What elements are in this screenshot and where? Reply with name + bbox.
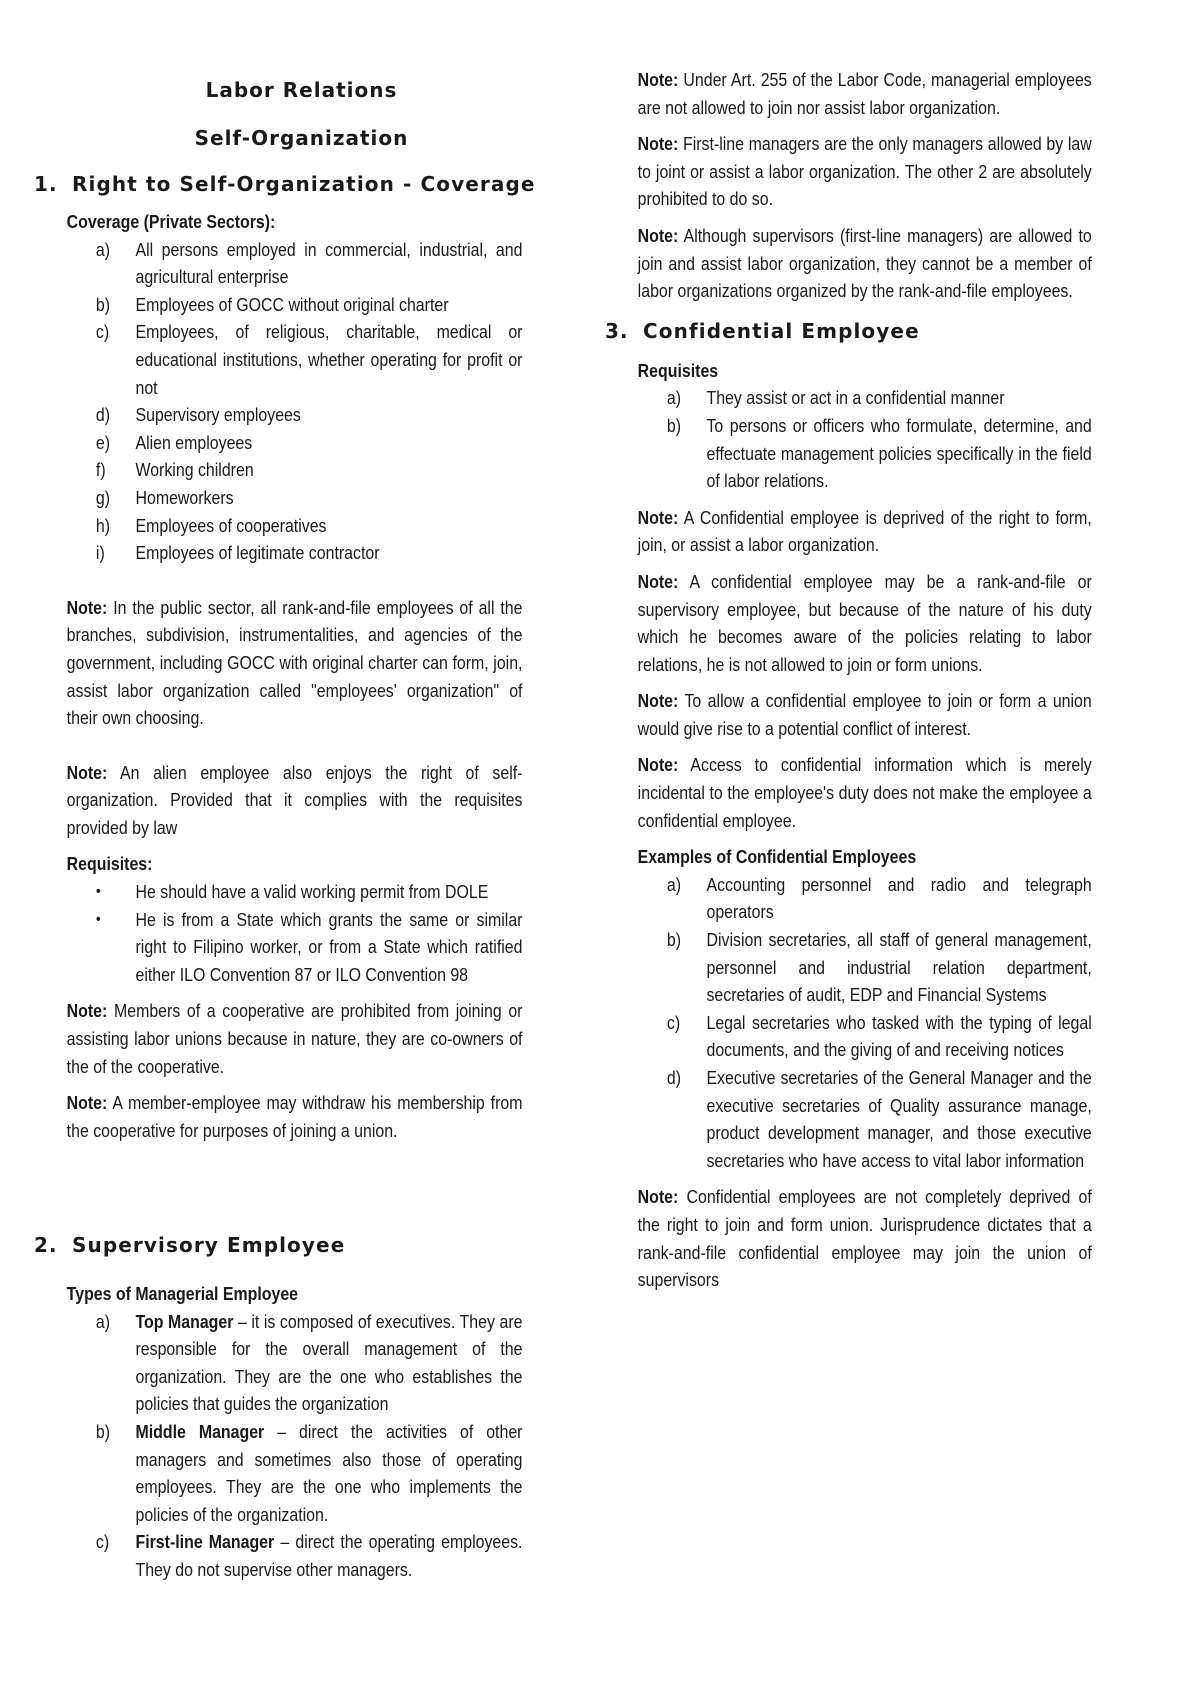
list-item: a) They assist or act in a confidential manner — [666, 387, 1005, 409]
section-1-title: Right to Self-Organization - Coverage — [72, 172, 536, 196]
list-item: • He is from a State which grants the same or similar right to Filipino worker, or from a State which ratified either ILO Convention 87 or ILO Convention 98 — [95, 908, 523, 985]
requisites-list — [638, 384, 1092, 494]
section-2-heading — [34, 1233, 345, 1257]
section-3-body — [605, 357, 1092, 1294]
section-1-number: 1. — [34, 172, 58, 196]
section-2-title: Supervisory Employee — [72, 1233, 346, 1257]
section-3-heading — [605, 319, 1137, 343]
section-3-title: Confidential Employee — [643, 318, 920, 343]
list-item: a) All persons employed in commercial, industrial, and agricultural enterprise — [95, 238, 523, 288]
list-item: i) Employees of legitimate contractor — [95, 542, 380, 564]
list-item: c) Employees, of religious, charitable, medical or educational institutions, whether operating for profit or not — [95, 321, 523, 398]
examples-list — [638, 871, 1092, 1175]
list-item: c) Legal secretaries who tasked with the typing of legal documents, and the giving of and receiving notices — [666, 1011, 1092, 1061]
note-paragraph: Note: Members of a cooperative are prohibited from joining or assisting labor unions because in nature, they are co-owners of the of the cooperative. — [66, 1000, 523, 1077]
list-item: b) Employees of GOCC without original charter — [95, 293, 449, 315]
list-item: f) Working children — [95, 459, 254, 481]
note-paragraph: Note: Under Art. 255 of the Labor Code, managerial employees are not allowed to join nor assist labor organization. — [637, 69, 1092, 118]
requisites-list — [67, 878, 523, 988]
list-item: b) Middle Manager – direct the activities of other managers and sometimes also those of operating employees. They are the one who implements the policies of the organization. — [95, 1420, 523, 1525]
note-paragraph: Note: A member-employee may withdraw his membership from the cooperative for purposes of joining a union. — [66, 1092, 523, 1141]
section-2-number: 2. — [34, 1233, 58, 1257]
section-2-notes — [605, 66, 1092, 305]
list-item: c) First-line Manager – direct the operating employees. They do not supervise other managers. — [95, 1531, 523, 1580]
note-paragraph: Note: Confidential employees are not completely deprived of the right to join and form union. Jurisprudence dictates that a rank-and-file confidential employee may join the union of supervisors — [637, 1186, 1092, 1291]
note-paragraph: Note: In the public sector, all rank-and-file employees of all the branches, subdivision, instrumentalities, and agencies of the government, including GOCC with original charter can form, join, assist labor organization called "employees' organization" of their own choosing. — [66, 596, 523, 729]
requisites-label: Requisites: — [66, 853, 153, 875]
note-paragraph: Note: To allow a confidential employee to join or form a union would give rise to a potential conflict of interest. — [637, 690, 1092, 739]
list-item: d) Executive secretaries of the General Manager and the executive secretaries of Quality assurance manage, product development manager, and those executive secretaries who have access to vital labor information — [666, 1067, 1092, 1171]
coverage-list — [67, 236, 523, 567]
list-item: • He should have a valid working permit from DOLE — [95, 881, 489, 903]
list-item: d) Supervisory employees — [95, 404, 301, 426]
section-3-number: 3. — [605, 318, 629, 343]
note-paragraph: Note: A Confidential employee is deprived of the right to form, join, or assist a labor organization. — [637, 506, 1092, 556]
left-column — [34, 68, 569, 1580]
document-subtitle: Self-Organization — [194, 126, 409, 150]
coverage-label: Coverage (Private Sectors): — [66, 211, 276, 232]
section-1-body — [34, 208, 522, 1144]
list-item: g) Homeworkers — [95, 486, 234, 508]
list-item: a) Top Manager – it is composed of executives. They are responsible for the overall management of the organization. They are the one who establishes the policies that guides the organization — [95, 1310, 523, 1415]
note-paragraph: Note: Although supervisors (first-line managers) are allowed to join and assist labor organization, they cannot be a member of labor organizations organized by the rank-and-file employees. — [637, 224, 1092, 302]
list-item: b) Division secretaries, all staff of general management, personnel and industrial relation department, secretaries of audit, EDP and Financial Systems — [666, 929, 1092, 1006]
note-paragraph: Note: A confidential employee may be a rank-and-file or supervisory employee, but because of the nature of his duty which he becomes aware of the policies relating to labor relations, he is not allowed to join or form unions. — [637, 570, 1092, 675]
types-list — [67, 1308, 523, 1584]
requisites-label: Requisites — [637, 359, 719, 381]
list-item: a) Accounting personnel and radio and telegraph operators — [666, 873, 1092, 923]
section-1-heading — [34, 172, 569, 196]
examples-label: Examples of Confidential Employees — [637, 846, 917, 868]
types-label: Types of Managerial Employee — [66, 1283, 299, 1304]
document-title: Labor Relations — [205, 78, 398, 102]
list-item: b) To persons or officers who formulate, determine, and effectuate management policies specifically in the field of labor relations. — [666, 414, 1092, 492]
note-paragraph: Note: An alien employee also enjoys the right of self-organization. Provided that it complies with the requisites provided by law — [66, 761, 523, 838]
note-paragraph: Note: First-line managers are the only managers allowed by law to joint or assist a labor organization. The other 2 are absolutely prohibited to do so. — [637, 133, 1092, 210]
list-item: h) Employees of cooperatives — [95, 514, 327, 536]
note-paragraph: Note: Access to confidential information which is merely incidental to the employee's duty does not make the employee a confidential employee. — [637, 754, 1092, 831]
right-column — [605, 66, 1137, 1294]
section-2-body — [34, 1280, 522, 1584]
list-item: e) Alien employees — [95, 431, 253, 453]
